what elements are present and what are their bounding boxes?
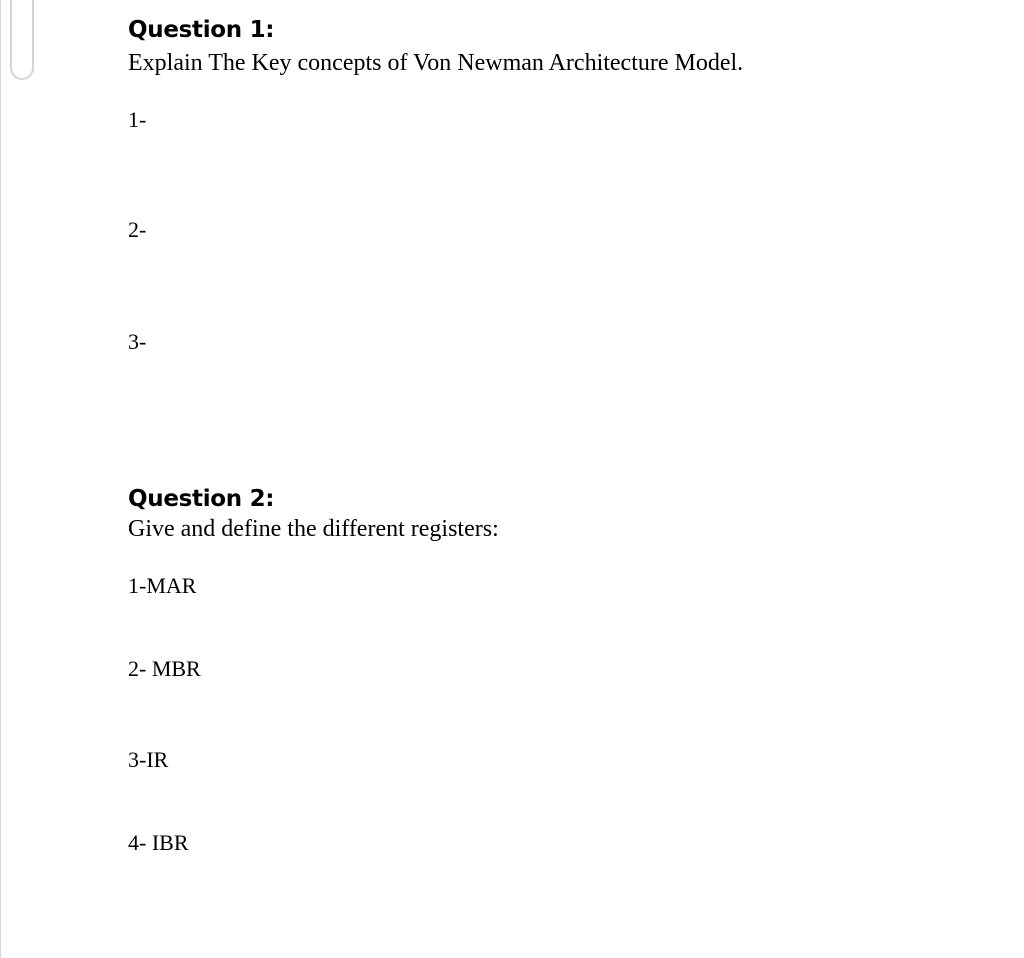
question-2-item-3: 3-IR [128,747,169,772]
page-left-border [0,0,1,958]
question-2-prompt: Give and define the different registers: [128,516,499,542]
scroll-handle[interactable] [10,0,34,80]
question-1-prompt: Explain The Key concepts of Von Newman Architecture Model. [128,50,744,76]
question-2-item-4: 4- IBR [128,830,189,855]
question-1-item-1: 1- [128,107,147,132]
question-1-title: Question 1: [128,17,275,43]
question-2-title: Question 2: [128,486,275,512]
question-2-item-1: 1-MAR [128,573,197,598]
question-1-item-2: 2- [128,217,147,242]
question-1-item-3: 3- [128,329,147,354]
question-2-item-2: 2- MBR [128,656,201,681]
